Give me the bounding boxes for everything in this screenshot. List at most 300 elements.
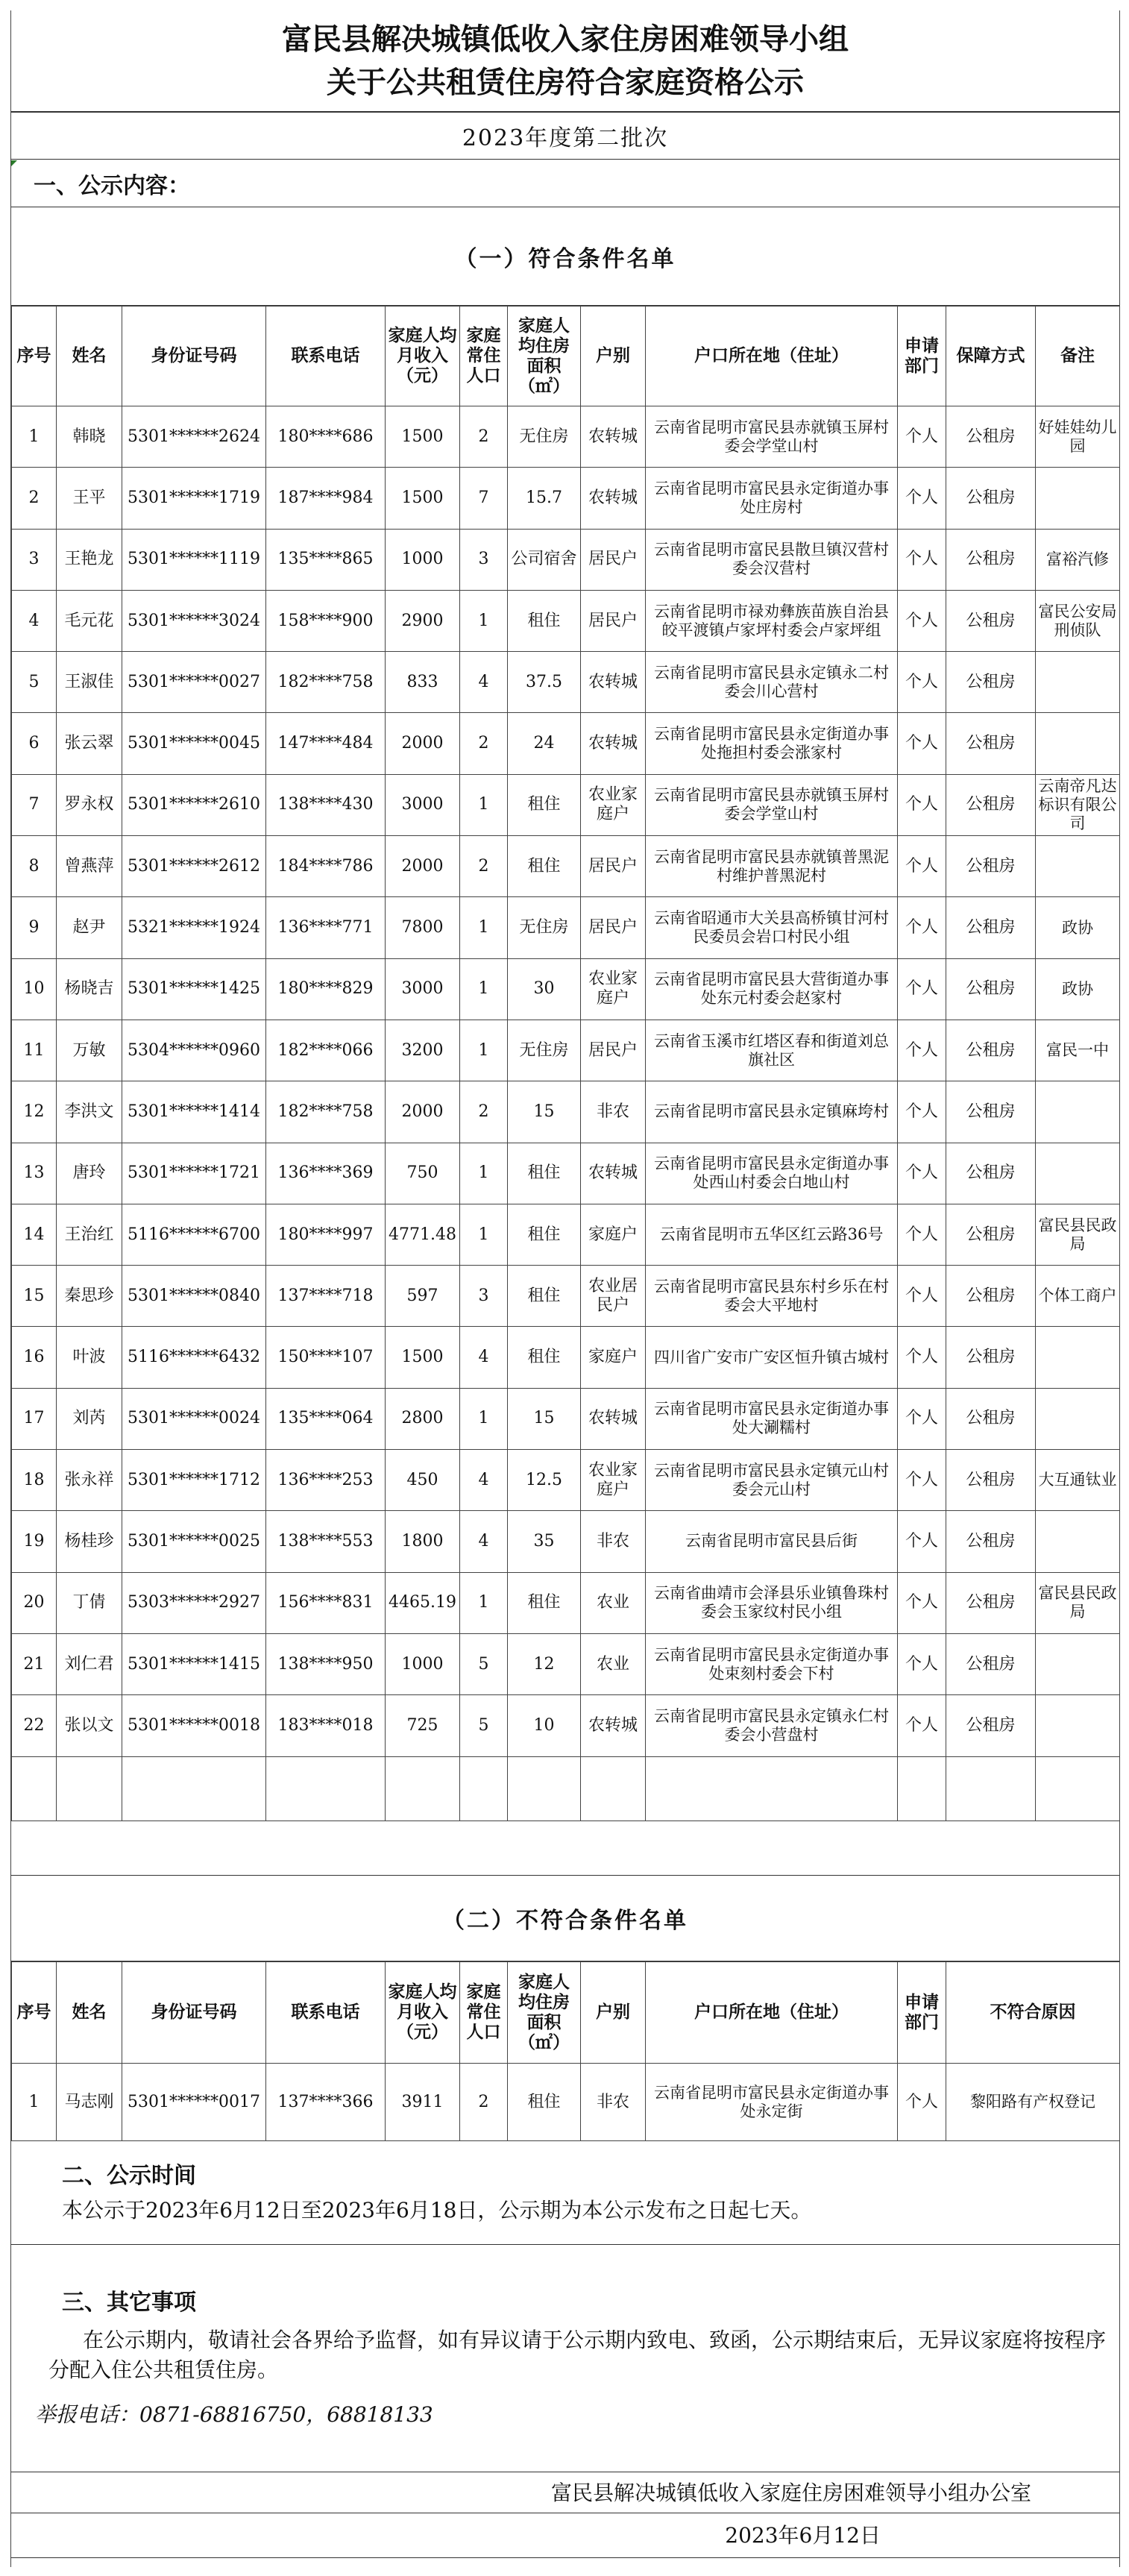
table-cell: 云南省昆明市五华区红云路36号 (646, 1204, 898, 1265)
table-cell: 5301******0024 (122, 1388, 266, 1449)
table-cell: 2000 (386, 836, 460, 897)
blank-cell (122, 1756, 266, 1821)
table-row (12, 1143, 1120, 1204)
blank-cell (266, 1756, 386, 1821)
table-cell: 5301******3024 (122, 590, 266, 651)
table-cell: 3 (460, 1266, 508, 1327)
table-row (12, 774, 1120, 835)
table-cell: 罗永权 (57, 774, 122, 835)
blank-cell (508, 1756, 581, 1821)
column-header: 家庭常住人口 (460, 1962, 508, 2064)
table-cell: 租住 (508, 774, 581, 835)
table-cell: 个人 (898, 836, 946, 897)
table-cell: 5 (460, 1695, 508, 1756)
table-cell: 1 (460, 1388, 508, 1449)
table-row (12, 897, 1120, 958)
table-cell: 丁倩 (57, 1572, 122, 1633)
table-cell: 云南省昆明市富民县永定镇元山村委会元山村 (646, 1450, 898, 1511)
table-row (12, 836, 1120, 897)
table-cell: 3200 (386, 1020, 460, 1081)
table-row (12, 529, 1120, 590)
table-cell: 137****718 (266, 1266, 386, 1327)
table-cell: 5301******0027 (122, 652, 266, 713)
table-cell: 大互通钛业 (1036, 1450, 1120, 1511)
table-cell: 韩晓 (57, 406, 122, 468)
table-cell: 万敏 (57, 1020, 122, 1081)
publicity-period-text: 本公示于2023年6月12日至2023年6月18日，公示期为本公示发布之日起七天。 (11, 2196, 1119, 2245)
table-cell: 1000 (386, 1633, 460, 1694)
table-cell: 无住房 (508, 406, 581, 468)
table-cell: 4771.48 (386, 1204, 460, 1265)
table-cell: 个人 (898, 529, 946, 590)
table-cell: 15.7 (508, 468, 581, 529)
blank-cell (1036, 1756, 1120, 1821)
table-cell: 公租房 (946, 652, 1036, 713)
table-cell: 云南省昆明市富民县散旦镇汉营村委会汉营村 (646, 529, 898, 590)
table-cell: 182****066 (266, 1020, 386, 1081)
table-cell: 公租房 (946, 406, 1036, 468)
table-cell: 16 (12, 1327, 57, 1388)
table-row (12, 1572, 1120, 1633)
column-header: 备注 (1036, 307, 1120, 406)
table-cell: 个人 (898, 1572, 946, 1633)
announcement-sheet (10, 10, 1120, 2567)
table-cell: 1 (460, 897, 508, 958)
table-cell: 公租房 (946, 1020, 1036, 1081)
table-cell: 云南省昭通市大关县高桥镇甘河村民委员会岩口村民小组 (646, 897, 898, 958)
table-cell: 个人 (898, 1388, 946, 1449)
table-cell: 公租房 (946, 1450, 1036, 1511)
table-cell: 450 (386, 1450, 460, 1511)
table-cell: 曾燕萍 (57, 836, 122, 897)
table-cell: 138****950 (266, 1633, 386, 1694)
table-cell: 富裕汽修 (1036, 529, 1120, 590)
table-cell: 张永祥 (57, 1450, 122, 1511)
table-cell: 云南省昆明市富民县赤就镇玉屏村委会学堂山村 (646, 774, 898, 835)
column-header: 家庭人均月收入（元） (386, 1962, 460, 2064)
table-cell: 7 (12, 774, 57, 835)
table-cell (1036, 1081, 1120, 1143)
table-cell (1036, 1143, 1120, 1204)
table-cell: 137****366 (266, 2064, 386, 2141)
table-cell: 5301******1425 (122, 958, 266, 1020)
table-cell: 3 (12, 529, 57, 590)
table-cell: 1 (460, 590, 508, 651)
table-cell: 政协 (1036, 897, 1120, 958)
table-cell: 5301******2610 (122, 774, 266, 835)
table-cell: 183****018 (266, 1695, 386, 1756)
table-cell: 居民户 (581, 1020, 646, 1081)
table-cell: 1 (460, 1020, 508, 1081)
table-cell: 云南省玉溪市红塔区春和街道刘总旗社区 (646, 1020, 898, 1081)
hotline-text: 举报电话：0871-68816750，68818133 (35, 2402, 433, 2427)
table-cell: 租住 (508, 1143, 581, 1204)
issuing-office: 富民县解决城镇低收入家庭住房困难领导小组办公室 (11, 2472, 1119, 2513)
table-cell: 马志刚 (57, 2064, 122, 2141)
table-cell: 个人 (898, 652, 946, 713)
table-cell: 1 (12, 406, 57, 468)
table-cell: 云南省昆明市禄劝彝族苗族自治县皎平渡镇卢家坪村委会卢家坪组 (646, 590, 898, 651)
table-row (12, 1020, 1120, 1081)
table-cell: 居民户 (581, 836, 646, 897)
column-header: 户别 (581, 307, 646, 406)
table-cell: 5 (460, 1633, 508, 1694)
table-cell: 1800 (386, 1511, 460, 1572)
table-cell: 22 (12, 1695, 57, 1756)
table-cell: 赵尹 (57, 897, 122, 958)
blank-cell (646, 1756, 898, 1821)
table-cell: 2900 (386, 590, 460, 651)
table-cell: 135****064 (266, 1388, 386, 1449)
table-cell: 1500 (386, 468, 460, 529)
table-cell: 个人 (898, 406, 946, 468)
table-cell: 2 (460, 713, 508, 774)
table-row (12, 1450, 1120, 1511)
table-cell: 公租房 (946, 1695, 1036, 1756)
table-cell: 2000 (386, 713, 460, 774)
column-header: 保障方式 (946, 307, 1036, 406)
table-cell: 公租房 (946, 1081, 1036, 1143)
table-row (12, 406, 1120, 468)
table-cell: 4 (12, 590, 57, 651)
table-cell: 1 (12, 2064, 57, 2141)
table-cell: 6 (12, 713, 57, 774)
table-cell: 公租房 (946, 1511, 1036, 1572)
table-cell: 租住 (508, 1204, 581, 1265)
table-cell: 公租房 (946, 1266, 1036, 1327)
table-cell: 5303******2927 (122, 1572, 266, 1633)
table-cell: 187****984 (266, 468, 386, 529)
table-cell: 公租房 (946, 897, 1036, 958)
table-cell: 云南省昆明市富民县永定街道办事处拖担村委会涨家村 (646, 713, 898, 774)
table-cell: 个人 (898, 1266, 946, 1327)
table-cell: 18 (12, 1450, 57, 1511)
table-row (12, 468, 1120, 529)
table-cell: 8 (12, 836, 57, 897)
table-cell: 租住 (508, 1572, 581, 1633)
table-cell: 个人 (898, 713, 946, 774)
blank-cell (386, 1756, 460, 1821)
table-cell: 公司宿舍 (508, 529, 581, 590)
table-cell: 个人 (898, 1081, 946, 1143)
table-cell: 个体工商户 (1036, 1266, 1120, 1327)
column-header: 家庭人均住房面积（㎡） (508, 307, 581, 406)
table-cell: 3911 (386, 2064, 460, 2141)
table-cell (1036, 836, 1120, 897)
table-row (12, 1633, 1120, 1694)
table-cell (1036, 713, 1120, 774)
table-cell: 11 (12, 1020, 57, 1081)
table-cell: 云南省昆明市富民县永定街道办事处束刻村委会下村 (646, 1633, 898, 1694)
table-cell: 个人 (898, 590, 946, 651)
table-cell: 个人 (898, 1450, 946, 1511)
table-cell (1036, 1695, 1120, 1756)
table-row (12, 958, 1120, 1020)
blank-row (12, 1756, 1120, 1821)
table-cell: 5301******1712 (122, 1450, 266, 1511)
table-cell: 农业家庭户 (581, 958, 646, 1020)
table-cell: 14 (12, 1204, 57, 1265)
table-cell: 180****686 (266, 406, 386, 468)
table-cell: 5321******1924 (122, 897, 266, 958)
table-cell: 1500 (386, 1327, 460, 1388)
table-cell: 农转城 (581, 713, 646, 774)
blank-cell (12, 1756, 57, 1821)
table-cell: 1 (460, 774, 508, 835)
table-cell: 182****758 (266, 1081, 386, 1143)
table-cell: 刘仁君 (57, 1633, 122, 1694)
table-cell: 无住房 (508, 1020, 581, 1081)
table-cell: 1000 (386, 529, 460, 590)
table-cell: 公租房 (946, 1633, 1036, 1694)
table-cell: 租住 (508, 836, 581, 897)
table-cell: 公租房 (946, 713, 1036, 774)
table-cell: 833 (386, 652, 460, 713)
table-cell: 个人 (898, 2064, 946, 2141)
table-cell: 2 (460, 1081, 508, 1143)
table-cell: 杨晓吉 (57, 958, 122, 1020)
table-cell: 公租房 (946, 774, 1036, 835)
table-cell: 农转城 (581, 1388, 646, 1449)
table-cell: 5301******1414 (122, 1081, 266, 1143)
table-cell: 富民县民政局 (1036, 1204, 1120, 1265)
section-1-heading: 一、公示内容： (11, 160, 1119, 207)
table-cell: 个人 (898, 1020, 946, 1081)
table-cell: 公租房 (946, 1327, 1036, 1388)
table-cell: 富民县民政局 (1036, 1572, 1120, 1633)
table-cell: 杨桂珍 (57, 1511, 122, 1572)
table-cell: 5301******1119 (122, 529, 266, 590)
section-3-heading: 三、其它事项 (62, 2290, 196, 2316)
table-cell: 2 (12, 468, 57, 529)
table-cell: 黎阳路有产权登记 (946, 2064, 1120, 2141)
table-cell: 37.5 (508, 652, 581, 713)
table-cell: 个人 (898, 958, 946, 1020)
column-header: 户别 (581, 1962, 646, 2064)
table-cell: 1 (460, 1143, 508, 1204)
column-header: 联系电话 (266, 1962, 386, 2064)
column-header: 家庭人均住房面积（㎡） (508, 1962, 581, 2064)
table-cell: 王平 (57, 468, 122, 529)
table-cell: 5301******0018 (122, 1695, 266, 1756)
table-cell: 毛元花 (57, 590, 122, 651)
table-cell: 公租房 (946, 1143, 1036, 1204)
table-cell: 30 (508, 958, 581, 1020)
table-cell: 2 (460, 836, 508, 897)
table-cell: 5301******0025 (122, 1511, 266, 1572)
table-cell: 1 (460, 1204, 508, 1265)
table-cell: 叶波 (57, 1327, 122, 1388)
table-cell: 云南省昆明市富民县永定镇永仁村委会小营盘村 (646, 1695, 898, 1756)
table-cell: 3 (460, 529, 508, 590)
title-block (11, 10, 1119, 112)
column-header: 户口所在地（住址） (646, 1962, 898, 2064)
table-cell: 1500 (386, 406, 460, 468)
table-cell: 家庭户 (581, 1327, 646, 1388)
table-cell: 四川省广安市广安区恒升镇古城村 (646, 1327, 898, 1388)
table-cell: 138****430 (266, 774, 386, 835)
table-cell: 4 (460, 652, 508, 713)
table-cell: 农业居民户 (581, 1266, 646, 1327)
table-row (12, 1081, 1120, 1143)
table-cell: 农业家庭户 (581, 774, 646, 835)
table-cell: 750 (386, 1143, 460, 1204)
table-row (12, 1511, 1120, 1572)
table-cell: 4 (460, 1450, 508, 1511)
table-cell: 租住 (508, 1266, 581, 1327)
table-cell: 5301******0045 (122, 713, 266, 774)
table-cell: 李洪文 (57, 1081, 122, 1143)
table-cell (1036, 1327, 1120, 1388)
qualified-table (11, 306, 1120, 1821)
table-row (12, 1204, 1120, 1265)
table-cell: 136****369 (266, 1143, 386, 1204)
table-cell: 个人 (898, 1143, 946, 1204)
table-cell: 138****553 (266, 1511, 386, 1572)
table-cell (1036, 652, 1120, 713)
table-cell: 公租房 (946, 468, 1036, 529)
table-cell: 无住房 (508, 897, 581, 958)
table-cell: 个人 (898, 1511, 946, 1572)
table-cell: 公租房 (946, 1204, 1036, 1265)
table-cell: 个人 (898, 774, 946, 835)
table-cell: 2 (460, 2064, 508, 2141)
table-cell: 租住 (508, 2064, 581, 2141)
table-cell: 725 (386, 1695, 460, 1756)
table-cell: 4465.19 (386, 1572, 460, 1633)
table-cell: 农业家庭户 (581, 1450, 646, 1511)
blank-cell (460, 1756, 508, 1821)
table-cell: 4 (460, 1327, 508, 1388)
table-cell: 非农 (581, 2064, 646, 2141)
blank-cell (946, 1756, 1036, 1821)
table-cell: 136****771 (266, 897, 386, 958)
table-cell: 9 (12, 897, 57, 958)
table-cell: 秦思珍 (57, 1266, 122, 1327)
table-row (12, 1695, 1120, 1756)
table-cell: 非农 (581, 1081, 646, 1143)
column-header: 姓名 (57, 1962, 122, 2064)
table-cell: 5 (12, 652, 57, 713)
table-cell: 公租房 (946, 590, 1036, 651)
column-header: 身份证号码 (122, 307, 266, 406)
table-cell: 12 (508, 1633, 581, 1694)
table-cell: 150****107 (266, 1327, 386, 1388)
table-cell: 5301******2612 (122, 836, 266, 897)
column-header: 身份证号码 (122, 1962, 266, 2064)
unqualified-header-row (12, 1962, 1120, 2064)
table-cell: 2 (460, 406, 508, 468)
table-cell: 3000 (386, 774, 460, 835)
table-cell: 1 (460, 1572, 508, 1633)
table-cell: 个人 (898, 1633, 946, 1694)
table-cell (1036, 1633, 1120, 1694)
table-cell: 7800 (386, 897, 460, 958)
blank-cell (57, 1756, 122, 1821)
table-cell: 公租房 (946, 836, 1036, 897)
table-cell: 136****253 (266, 1450, 386, 1511)
table-cell: 富民一中 (1036, 1020, 1120, 1081)
table-cell: 居民户 (581, 590, 646, 651)
table-cell: 5301******1415 (122, 1633, 266, 1694)
table-cell: 公租房 (946, 1388, 1036, 1449)
page-title-line2: 关于公共租赁住房符合家庭资格公示 (327, 65, 804, 100)
table-cell: 15 (508, 1081, 581, 1143)
qualified-table-title: （一）符合条件名单 (11, 207, 1119, 306)
table-cell: 21 (12, 1633, 57, 1694)
column-header: 不符合原因 (946, 1962, 1120, 2064)
table-cell: 唐玲 (57, 1143, 122, 1204)
table-cell: 刘芮 (57, 1388, 122, 1449)
table-cell (1036, 468, 1120, 529)
table-cell: 王治红 (57, 1204, 122, 1265)
table-cell: 5301******1721 (122, 1143, 266, 1204)
table-cell: 个人 (898, 468, 946, 529)
table-cell: 5301******0017 (122, 2064, 266, 2141)
qualified-header-row (12, 307, 1120, 406)
table-cell: 个人 (898, 897, 946, 958)
table-cell: 12 (12, 1081, 57, 1143)
column-header: 户口所在地（住址） (646, 307, 898, 406)
table-row (12, 1388, 1120, 1449)
table-cell: 张以文 (57, 1695, 122, 1756)
table-cell: 公租房 (946, 529, 1036, 590)
table-cell: 5301******2624 (122, 406, 266, 468)
table-cell: 王艳龙 (57, 529, 122, 590)
table-cell: 农业 (581, 1633, 646, 1694)
other-matters-text: 在公示期内，敬请社会各界给予监督，如有异议请于公示期内致电、致函，公示期结束后，无异议家庭将按程序分配入住公共租赁住房。 (48, 2328, 1107, 2382)
table-cell: 3000 (386, 958, 460, 1020)
table-cell (1036, 1388, 1120, 1449)
table-cell: 个人 (898, 1695, 946, 1756)
table-cell: 云南省昆明市富民县东村乡乐在村委会大平地村 (646, 1266, 898, 1327)
table-row (12, 590, 1120, 651)
table-cell: 租住 (508, 590, 581, 651)
table-cell: 云南省昆明市富民县赤就镇普黑泥村维护普黑泥村 (646, 836, 898, 897)
table-cell: 家庭户 (581, 1204, 646, 1265)
table-row (12, 1327, 1120, 1388)
column-header: 申请部门 (898, 1962, 946, 2064)
table-cell (1036, 1511, 1120, 1572)
page-title-line1: 富民县解决城镇低收入家住房困难领导小组 (282, 22, 849, 57)
table-cell: 5301******1719 (122, 468, 266, 529)
table-cell: 184****786 (266, 836, 386, 897)
column-header: 联系电话 (266, 307, 386, 406)
column-header: 申请部门 (898, 307, 946, 406)
table-row (12, 1266, 1120, 1327)
table-cell: 张云翠 (57, 713, 122, 774)
table-cell: 云南省昆明市富民县永定镇永二村委会川心营村 (646, 652, 898, 713)
table-cell: 180****997 (266, 1204, 386, 1265)
table-cell: 农转城 (581, 652, 646, 713)
table-cell: 13 (12, 1143, 57, 1204)
table-cell: 5116******6700 (122, 1204, 266, 1265)
table-cell: 云南省昆明市富民县大营街道办事处东元村委会赵家村 (646, 958, 898, 1020)
table-cell: 个人 (898, 1327, 946, 1388)
table-cell: 17 (12, 1388, 57, 1449)
table-cell: 15 (12, 1266, 57, 1327)
table-cell: 居民户 (581, 529, 646, 590)
table-cell: 云南省昆明市富民县赤就镇玉屏村委会学堂山村 (646, 406, 898, 468)
column-header: 家庭人均月收入（元） (386, 307, 460, 406)
table-cell: 135****865 (266, 529, 386, 590)
table-cell: 10 (508, 1695, 581, 1756)
table-cell: 147****484 (266, 713, 386, 774)
unqualified-table-title: （二）不符合条件名单 (11, 1875, 1119, 1961)
column-header: 家庭常住人口 (460, 307, 508, 406)
table-cell: 公租房 (946, 958, 1036, 1020)
table-cell: 富民公安局刑侦队 (1036, 590, 1120, 651)
